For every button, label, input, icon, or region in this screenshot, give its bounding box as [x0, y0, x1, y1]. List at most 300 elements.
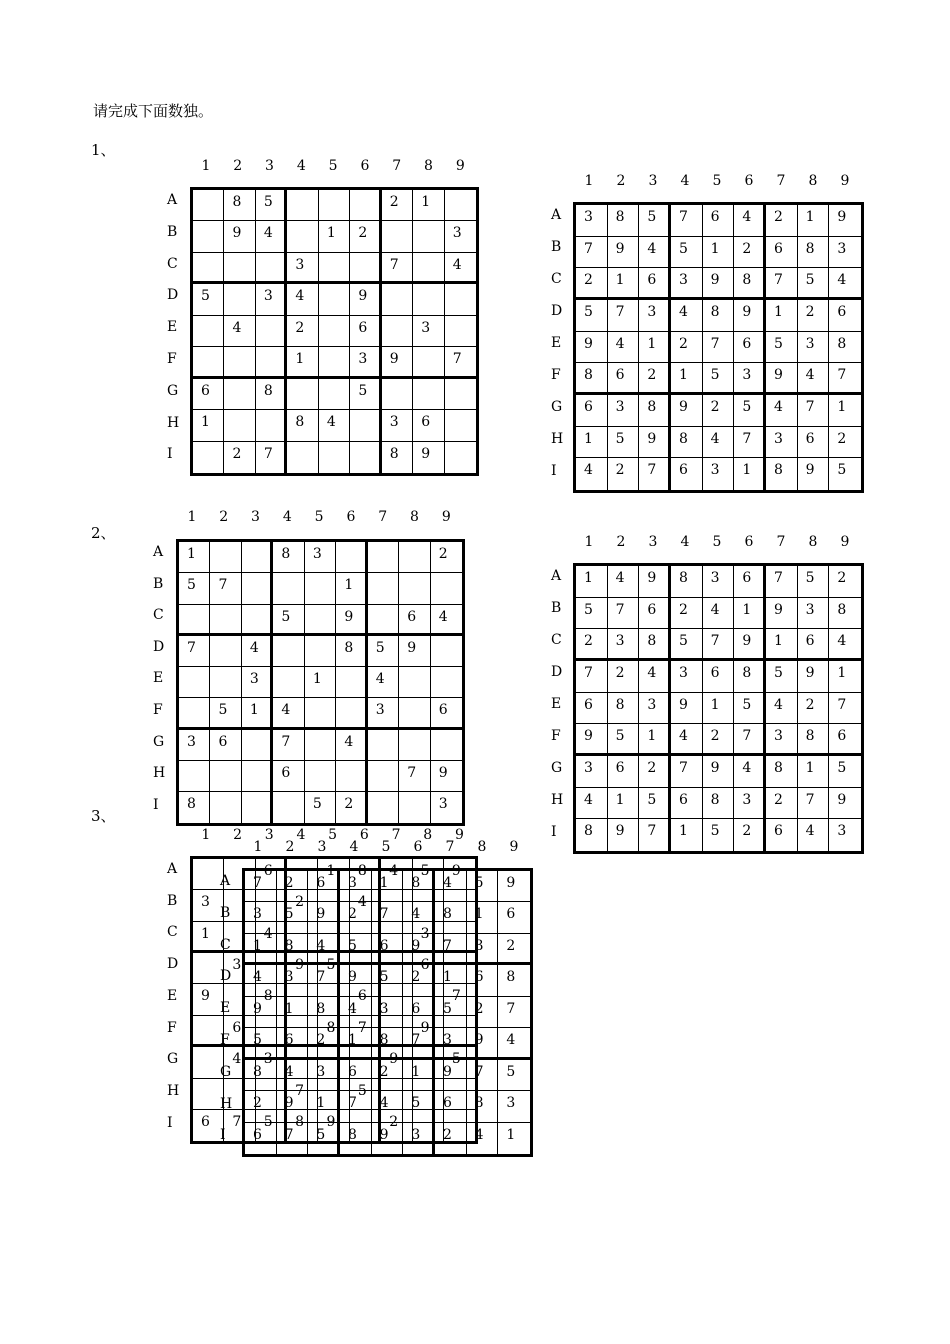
sudoku-cell — [399, 730, 430, 761]
sudoku-cell: 3 — [671, 268, 703, 300]
sudoku-cell: 2 — [576, 268, 608, 300]
sudoku-cell — [305, 761, 336, 792]
sudoku-cell: 2 — [435, 1123, 467, 1154]
sudoku-cell: 1 — [829, 661, 861, 693]
row-header: F — [220, 1032, 230, 1048]
column-header: 3 — [317, 839, 327, 855]
sudoku-cell — [445, 284, 476, 315]
sudoku-cell: 4 — [256, 221, 287, 252]
sudoku-cell: 9 — [193, 984, 224, 1015]
sudoku-cell: 5 — [277, 902, 309, 933]
sudoku-cell: 1 — [372, 871, 404, 902]
sudoku-cell: 4 — [224, 316, 255, 347]
sudoku-cell: 2 — [608, 661, 640, 693]
sudoku-cell: 4 — [639, 661, 671, 693]
sudoku-cell — [399, 792, 430, 823]
column-header: 7 — [391, 827, 401, 843]
sudoku-cell: 1 — [671, 363, 703, 395]
sudoku-cell — [242, 605, 273, 636]
sudoku-cell: 1 — [193, 410, 224, 441]
sudoku-cell — [242, 573, 273, 604]
sudoku-cell: 5 — [413, 859, 444, 890]
sudoku-cell: 3 — [413, 316, 444, 347]
column-header: 6 — [360, 158, 370, 174]
sudoku-cell: 5 — [703, 819, 735, 851]
sudoku-cell: 8 — [734, 661, 766, 693]
sudoku-cell — [336, 761, 367, 792]
sudoku-cell: 2 — [467, 997, 499, 1028]
sudoku-cell: 4 — [336, 730, 367, 761]
sudoku-cell: 5 — [273, 605, 304, 636]
sudoku-cell: 4 — [273, 698, 304, 729]
sudoku-cell: 5 — [308, 1123, 340, 1154]
sudoku-cell: 2 — [766, 788, 798, 820]
sudoku-cell — [368, 542, 399, 573]
column-header: 8 — [423, 827, 433, 843]
sudoku-cell — [273, 792, 304, 823]
row-header: B — [167, 892, 178, 909]
sudoku-cell: 5 — [210, 698, 241, 729]
sudoku-cell: 2 — [829, 427, 861, 459]
sudoku-cell: 6 — [498, 902, 530, 933]
sudoku-cell — [287, 221, 318, 252]
sudoku-cell: 3 — [368, 698, 399, 729]
sudoku-cell: 1 — [413, 190, 444, 221]
column-header: 1 — [201, 827, 211, 843]
column-header: 9 — [840, 534, 850, 550]
sudoku-cell: 1 — [639, 332, 671, 364]
row-header: I — [551, 824, 557, 840]
sudoku-cell — [336, 542, 367, 573]
sudoku-cell: 2 — [829, 566, 861, 598]
sudoku-cell — [350, 410, 381, 441]
column-header: 9 — [509, 839, 519, 855]
sudoku-cell: 4 — [308, 934, 340, 965]
sudoku-cell — [210, 542, 241, 573]
sudoku-cell: 7 — [798, 395, 830, 427]
sudoku-cell: 8 — [766, 756, 798, 788]
row-header: F — [551, 728, 561, 744]
sudoku-cell: 5 — [318, 953, 349, 984]
sudoku-cell: 1 — [608, 788, 640, 820]
sudoku-cell: 5 — [179, 573, 210, 604]
row-header: E — [167, 319, 178, 336]
row-header: C — [551, 632, 562, 648]
sudoku-cell: 3 — [438, 796, 448, 813]
column-header: 5 — [712, 534, 722, 550]
row-header: B — [551, 239, 562, 255]
column-header: 9 — [455, 158, 465, 174]
column-header: 1 — [201, 158, 211, 174]
sudoku-cell: 1 — [435, 965, 467, 996]
sudoku-cell — [399, 667, 430, 698]
sudoku-cell: 8 — [734, 268, 766, 300]
row-header: G — [153, 733, 165, 750]
sudoku-cell — [319, 253, 350, 284]
sudoku-cell: 5 — [245, 1028, 277, 1059]
sudoku-cell — [368, 792, 399, 823]
sudoku-cell — [445, 379, 476, 410]
sudoku-cell: 4 — [256, 922, 287, 953]
sudoku-cell: 5 — [671, 629, 703, 661]
sudoku-cell — [368, 605, 399, 636]
sudoku-cell: 6 — [413, 953, 444, 984]
sudoku-cell: 3 — [734, 363, 766, 395]
sudoku-cell: 8 — [318, 1016, 349, 1047]
column-header: 4 — [282, 509, 292, 525]
problem-label-2: 2、 — [91, 524, 116, 542]
sudoku-cell: 8 — [498, 965, 530, 996]
sudoku-cell: 6 — [766, 237, 798, 269]
sudoku-cell: 8 — [273, 542, 304, 573]
sudoku-cell — [193, 442, 224, 473]
sudoku-cell: 9 — [498, 871, 530, 902]
sudoku-cell: 1 — [305, 667, 336, 698]
sudoku-cell: 6 — [193, 1110, 224, 1141]
sudoku-cell: 3 — [308, 1060, 340, 1091]
row-header: F — [551, 367, 561, 383]
sudoku-cell — [242, 761, 273, 792]
sudoku-cell: 4 — [798, 819, 830, 851]
sudoku-cell: 2 — [766, 205, 798, 237]
sudoku-cell: 8 — [382, 442, 413, 473]
row-header: E — [551, 696, 562, 712]
sudoku-cell: 2 — [382, 190, 413, 221]
sudoku-cell: 4 — [431, 605, 462, 636]
sudoku-cell: 1 — [318, 859, 349, 890]
sudoku-cell: 9 — [287, 953, 318, 984]
sudoku-cell: 9 — [350, 284, 381, 315]
sudoku-cell: 1 — [179, 542, 210, 573]
sudoku-cell: 4 — [435, 871, 467, 902]
column-header: 7 — [445, 839, 455, 855]
sudoku-cell: 2 — [576, 629, 608, 661]
sudoku-cell: 5 — [608, 724, 640, 756]
sudoku-cell: 2 — [308, 1028, 340, 1059]
sudoku-cell: 3 — [340, 871, 372, 902]
sudoku-cell — [224, 410, 255, 441]
sudoku-cell: 4 — [829, 268, 861, 300]
sudoku-cell — [319, 347, 350, 378]
sudoku-cell: 3 — [224, 953, 255, 984]
sudoku-cell: 3 — [576, 205, 608, 237]
sudoku-cell: 3 — [382, 410, 413, 441]
sudoku-cell: 5 — [372, 965, 404, 996]
sudoku-cell: 7 — [399, 761, 430, 792]
sudoku-cell: 9 — [798, 661, 830, 693]
sudoku-cell: 7 — [467, 1060, 499, 1091]
sudoku-cell: 7 — [608, 300, 640, 332]
column-header: 4 — [296, 158, 306, 174]
sudoku-cell — [193, 316, 224, 347]
sudoku-cell: 8 — [467, 1091, 499, 1122]
row-header: B — [153, 575, 164, 592]
sudoku-cell: 1 — [506, 1126, 516, 1143]
column-header: 2 — [616, 173, 626, 189]
column-header: 4 — [680, 173, 690, 189]
sudoku-cell — [382, 221, 413, 252]
sudoku-cell — [368, 730, 399, 761]
sudoku-cell: 6 — [639, 268, 671, 300]
sudoku-cell: 6 — [435, 1091, 467, 1122]
sudoku-cell: 2 — [703, 395, 735, 427]
sudoku-cell: 6 — [256, 859, 287, 890]
sudoku-cell: 6 — [576, 395, 608, 427]
sudoku-cell: 6 — [372, 934, 404, 965]
sudoku-cell: 7 — [224, 1110, 255, 1141]
sudoku-cell: 8 — [798, 724, 830, 756]
sudoku-cell: 9 — [413, 442, 444, 473]
sudoku-cell: 8 — [256, 984, 287, 1015]
sudoku-cell — [431, 667, 462, 698]
sudoku-cell: 5 — [837, 462, 847, 479]
sudoku-cell — [224, 379, 255, 410]
row-header: C — [167, 924, 178, 941]
sudoku-cell: 9 — [829, 205, 861, 237]
sudoku-cell — [256, 410, 287, 441]
column-header: 1 — [584, 173, 594, 189]
sudoku-cell: 2 — [340, 902, 372, 933]
sudoku-cell: 6 — [340, 1060, 372, 1091]
column-header: 7 — [392, 158, 402, 174]
sudoku-cell: 4 — [242, 636, 273, 667]
sudoku-cell: 6 — [245, 1123, 277, 1154]
sudoku-cell: 3 — [766, 427, 798, 459]
sudoku-cell: 7 — [382, 253, 413, 284]
sudoku-cell — [319, 284, 350, 315]
sudoku-cell: 6 — [734, 332, 766, 364]
column-header: 2 — [219, 509, 229, 525]
sudoku-cell: 9 — [435, 1060, 467, 1091]
sudoku-cell: 5 — [766, 661, 798, 693]
column-header: 7 — [378, 509, 388, 525]
sudoku-cell — [224, 347, 255, 378]
row-header: B — [551, 600, 562, 616]
sudoku-cell: 5 — [403, 1091, 435, 1122]
column-header: 3 — [265, 158, 274, 174]
sudoku-cell: 6 — [399, 605, 430, 636]
sudoku-cell: 8 — [179, 792, 210, 823]
row-header: G — [167, 382, 179, 399]
sudoku-cell: 5 — [671, 237, 703, 269]
sudoku-cell — [431, 636, 462, 667]
sudoku-cell — [256, 253, 287, 284]
sudoku-cell: 9 — [766, 598, 798, 630]
sudoku-cell: 1 — [242, 698, 273, 729]
sudoku-cell: 8 — [671, 566, 703, 598]
sudoku-cell: 9 — [224, 221, 255, 252]
sudoku-cell — [179, 667, 210, 698]
sudoku-cell: 9 — [372, 1123, 404, 1154]
sudoku-cell: 1 — [703, 237, 735, 269]
sudoku-cell: 9 — [639, 566, 671, 598]
sudoku-cell: 8 — [435, 902, 467, 933]
sudoku-cell: 8 — [372, 1028, 404, 1059]
sudoku-cell: 9 — [382, 347, 413, 378]
sudoku-cell: 6 — [798, 427, 830, 459]
sudoku-cell: 3 — [798, 332, 830, 364]
sudoku-cell — [305, 698, 336, 729]
sudoku-cell: 4 — [277, 1060, 309, 1091]
sudoku-cell: 4 — [498, 1028, 530, 1059]
sudoku-cell: 7 — [576, 237, 608, 269]
row-header: C — [551, 271, 562, 287]
sudoku-cell: 9 — [576, 724, 608, 756]
sudoku-cell: 4 — [368, 667, 399, 698]
row-header: A — [551, 207, 562, 223]
row-header: A — [551, 568, 562, 584]
column-header: 2 — [233, 827, 242, 843]
sudoku-cell — [350, 190, 381, 221]
sudoku-cell: 3 — [350, 347, 381, 378]
sudoku-cell — [319, 190, 350, 221]
sudoku-cell — [305, 573, 336, 604]
sudoku-cell: 7 — [576, 661, 608, 693]
sudoku-cell: 7 — [734, 724, 766, 756]
sudoku-cell — [256, 347, 287, 378]
sudoku-cell: 3 — [193, 890, 224, 921]
sudoku-cell: 5 — [256, 1110, 287, 1141]
sudoku-cell: 6 — [703, 205, 735, 237]
sudoku-cell: 9 — [671, 693, 703, 725]
sudoku-cell: 9 — [671, 395, 703, 427]
sudoku-cell: 1 — [340, 1028, 372, 1059]
row-header: F — [153, 702, 163, 718]
column-header: 8 — [808, 534, 818, 550]
row-header: I — [167, 1114, 173, 1131]
row-header: A — [167, 192, 178, 208]
sudoku-cell: 7 — [734, 427, 766, 459]
sudoku-cell: 2 — [671, 332, 703, 364]
row-header: F — [167, 351, 177, 367]
sudoku-cell: 6 — [608, 363, 640, 395]
sudoku-cell: 2 — [703, 724, 735, 756]
row-header: A — [167, 861, 178, 877]
sudoku-cell: 8 — [608, 693, 640, 725]
sudoku-cell: 1 — [319, 221, 350, 252]
sudoku-cell: 8 — [639, 395, 671, 427]
sudoku-cell — [287, 379, 318, 410]
sudoku-cell: 1 — [403, 1060, 435, 1091]
sudoku-cell: 1 — [766, 629, 798, 661]
sudoku-cell: 3 — [435, 1028, 467, 1059]
sudoku-cell — [242, 542, 273, 573]
sudoku-cell: 1 — [734, 458, 766, 490]
sudoku-cell: 7 — [766, 268, 798, 300]
sudoku-cell — [242, 792, 273, 823]
sudoku-cell: 4 — [287, 284, 318, 315]
sudoku-cell: 9 — [608, 819, 640, 851]
sudoku-cell: 5 — [350, 1079, 381, 1110]
sudoku-cell: 1 — [671, 819, 703, 851]
sudoku-cell: 4 — [576, 788, 608, 820]
sudoku-cell — [319, 442, 350, 473]
sudoku-cell: 6 — [829, 300, 861, 332]
row-header: H — [153, 765, 166, 782]
sudoku-cell: 3 — [703, 458, 735, 490]
sudoku-cell: 2 — [639, 756, 671, 788]
sudoku-cell — [399, 542, 430, 573]
sudoku-cell: 4 — [319, 410, 350, 441]
row-header: G — [551, 760, 563, 776]
sudoku-cell — [210, 605, 241, 636]
row-header: I — [551, 463, 557, 479]
sudoku-cell — [445, 410, 476, 441]
sudoku-cell: 5 — [829, 756, 861, 788]
sudoku-cell: 5 — [467, 871, 499, 902]
column-header: 6 — [359, 827, 369, 843]
sudoku-cell: 5 — [734, 395, 766, 427]
sudoku-cell — [305, 605, 336, 636]
sudoku-cell: 5 — [256, 190, 287, 221]
sudoku-cell: 3 — [287, 253, 318, 284]
sudoku-cell — [368, 761, 399, 792]
sudoku-cell — [319, 316, 350, 347]
sudoku-cell: 7 — [703, 332, 735, 364]
sudoku-cell — [179, 605, 210, 636]
sudoku-cell: 7 — [703, 629, 735, 661]
sudoku-cell — [413, 347, 444, 378]
row-header: E — [167, 987, 178, 1004]
sudoku-cell — [193, 253, 224, 284]
row-header: G — [220, 1063, 232, 1080]
sudoku-cell: 7 — [256, 442, 287, 473]
sudoku-cell: 1 — [798, 756, 830, 788]
sudoku-cell: 1 — [277, 997, 309, 1028]
sudoku-cell: 5 — [435, 997, 467, 1028]
row-header: E — [551, 335, 562, 351]
sudoku-grid — [573, 202, 864, 493]
sudoku-cell: 8 — [245, 1060, 277, 1091]
sudoku-cell: 6 — [798, 629, 830, 661]
sudoku-cell — [193, 221, 224, 252]
sudoku-cell: 7 — [829, 693, 861, 725]
sudoku-cell: 4 — [445, 253, 476, 284]
sudoku-cell: 8 — [308, 997, 340, 1028]
sudoku-cell: 3 — [445, 221, 476, 252]
sudoku-cell: 7 — [639, 819, 671, 851]
row-header: D — [220, 968, 232, 985]
sudoku-cell: 9 — [277, 1091, 309, 1122]
row-header: A — [153, 544, 164, 560]
column-header: 3 — [648, 173, 658, 189]
column-header: 8 — [424, 158, 433, 174]
sudoku-cell: 1 — [703, 693, 735, 725]
sudoku-cell: 5 — [576, 598, 608, 630]
sudoku-cell — [336, 698, 367, 729]
sudoku-cell: 7 — [435, 934, 467, 965]
sudoku-cell: 4 — [340, 997, 372, 1028]
column-header: 4 — [349, 839, 359, 855]
sudoku-cell: 3 — [467, 934, 499, 965]
sudoku-cell — [368, 573, 399, 604]
sudoku-cell: 3 — [639, 693, 671, 725]
sudoku-cell: 3 — [403, 1123, 435, 1154]
sudoku-cell: 3 — [179, 730, 210, 761]
sudoku-cell: 1 — [734, 598, 766, 630]
sudoku-cell: 7 — [308, 965, 340, 996]
column-header: 4 — [296, 827, 306, 843]
sudoku-cell: 9 — [734, 300, 766, 332]
column-header: 1 — [187, 509, 197, 525]
sudoku-cell: 6 — [576, 693, 608, 725]
sudoku-cell: 4 — [766, 693, 798, 725]
sudoku-cell: 9 — [798, 458, 830, 490]
sudoku-cell: 9 — [308, 902, 340, 933]
column-header: 3 — [264, 827, 274, 843]
sudoku-cell: 6 — [766, 819, 798, 851]
sudoku-cell — [413, 253, 444, 284]
